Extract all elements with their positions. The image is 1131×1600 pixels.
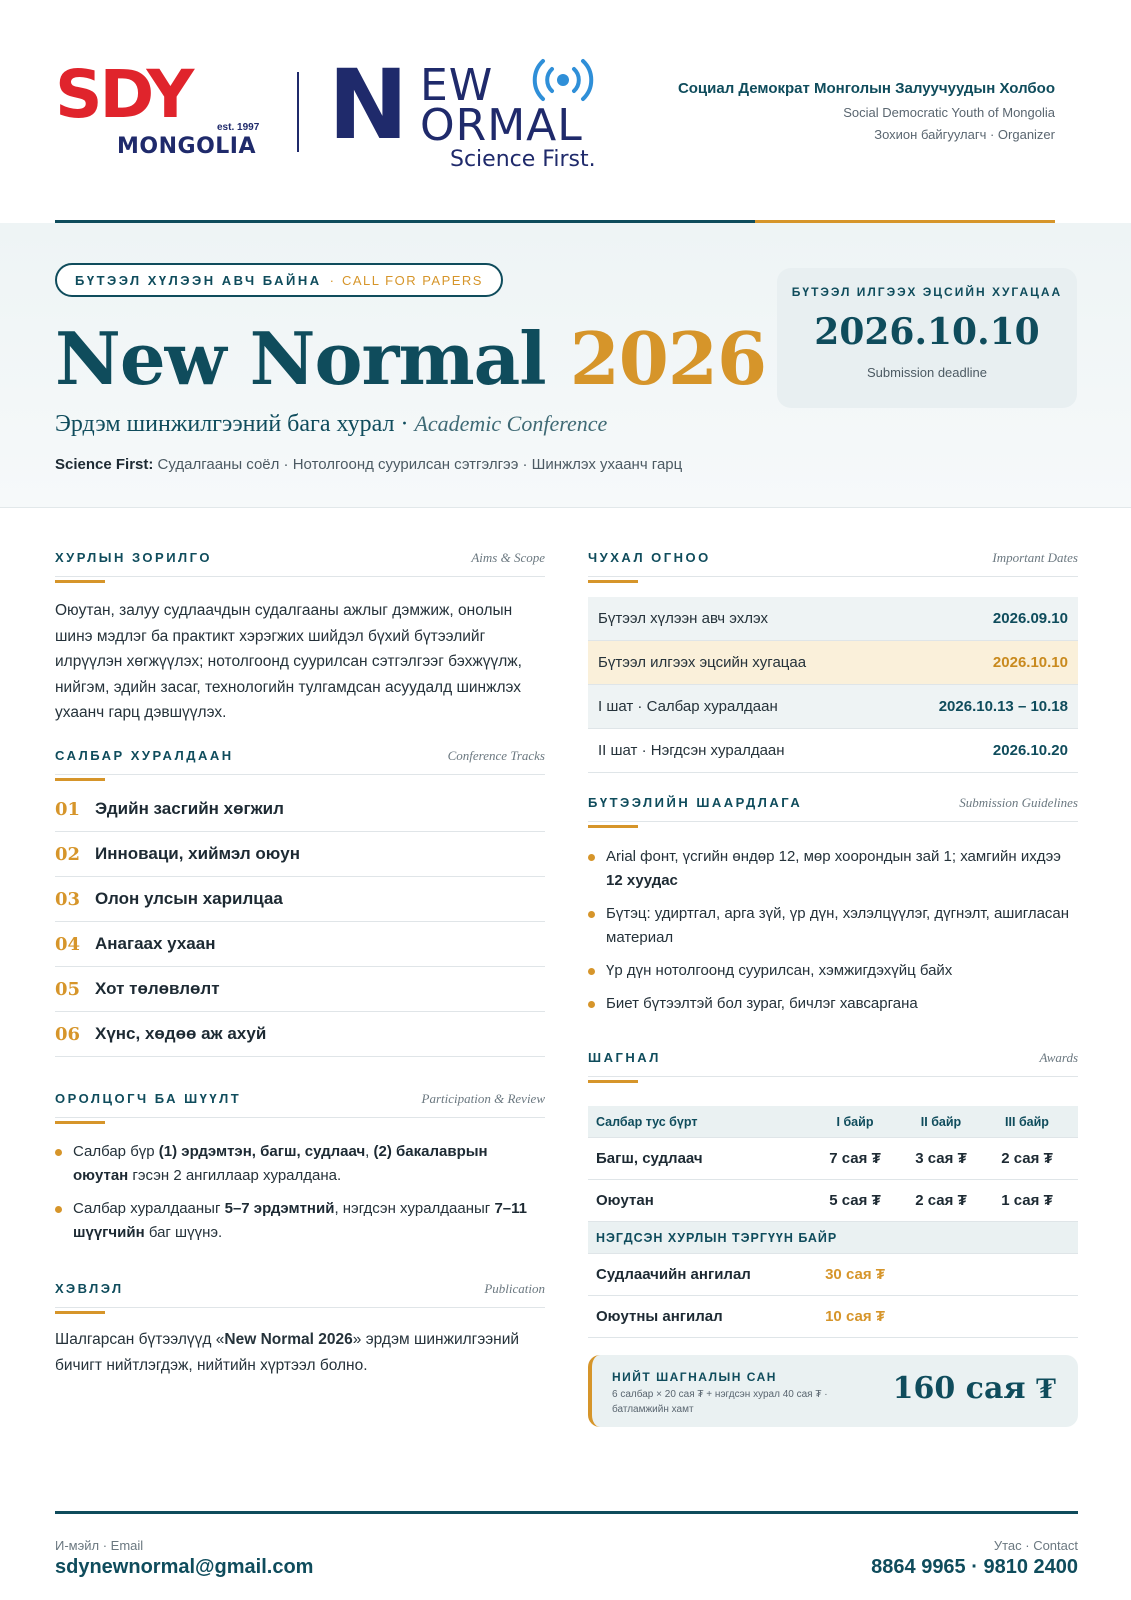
- publication-text-part: Шалгарсан бүтээлүүд «: [55, 1331, 225, 1348]
- date-value: 2026.10.10: [992, 654, 1068, 671]
- page-header: [0, 0, 1131, 225]
- new-normal-logo: [328, 49, 628, 180]
- page-title: [55, 315, 766, 403]
- bullet-text: Бүтэц: удиртгал, арга зүй, үр дүн, хэлэлцүүлэг, дүгнэлт, ашигласан материал: [606, 905, 1070, 946]
- grand-prize-header: НЭГДСЭН ХУРЛЫН ТЭРГҮҮН БАЙР: [588, 1222, 1078, 1254]
- bullet-text: Arial фонт, үсгийн өндөр 12, мөр хоорондын зай 1; хамгийн ихдээ: [606, 848, 1061, 865]
- bullet-text: Салбар хуралдааныг: [73, 1200, 225, 1217]
- date-label: Бүтээл хүлээн авч эхлэх: [598, 610, 768, 627]
- cfp-separator: ·: [329, 272, 334, 288]
- aims-title-en: Aims & Scope: [471, 550, 545, 565]
- track-label: Олон улсын харилцаа: [95, 889, 283, 908]
- subtitle-en: Academic Conference: [414, 411, 608, 436]
- table-row: [588, 1180, 1078, 1222]
- list-item: [588, 959, 1078, 983]
- email-label: И-мэйл · Email: [55, 1538, 144, 1553]
- dates-table: [588, 597, 1078, 773]
- sdy-logo-est: est. 1997: [217, 122, 260, 133]
- aims-title: ХУРЛЫН ЗОРИЛГО: [55, 550, 212, 565]
- date-value: 2026.10.13 – 10.18: [938, 698, 1068, 715]
- publication-section-header: [55, 1281, 545, 1308]
- table-row: [588, 1138, 1078, 1180]
- awards-header-row: [588, 1106, 1078, 1138]
- participation-title: ОРОЛЦОГЧ БА ШҮҮЛТ: [55, 1091, 242, 1106]
- hero-section: [0, 223, 1131, 508]
- track-number: 03: [55, 888, 81, 910]
- nn-logo-ormal: ORMAL: [420, 100, 583, 151]
- call-for-papers-pill: [55, 263, 503, 297]
- track-number: 01: [55, 798, 81, 820]
- publication-emphasis: New Normal 2026: [224, 1331, 353, 1348]
- column-header: Салбар тус бүрт: [596, 1114, 698, 1129]
- publication-title: ХЭВЛЭЛ: [55, 1281, 124, 1296]
- hero-tagline: [55, 456, 682, 473]
- bullet-emphasis: 5–7 эрдэмтний: [224, 1200, 335, 1217]
- date-label: II шат · Нэгдсэн хуралдаан: [598, 742, 785, 759]
- logo-divider: [297, 72, 299, 152]
- table-row: [588, 1296, 1078, 1338]
- date-label: Бүтээл илгээх эцсийн хугацаа: [598, 654, 807, 671]
- list-item: [55, 922, 545, 967]
- award-value: 3 сая ₮: [915, 1150, 967, 1167]
- bullet-emphasis: 12 хуудас: [606, 872, 678, 889]
- list-item: [55, 967, 545, 1012]
- award-category: Багш, судлаач: [596, 1150, 703, 1167]
- organizer-name-mn: Социал Демократ Монголын Залуучуудын Холбоо: [677, 80, 1055, 97]
- bullet-emphasis: (1) эрдэмтэн, багш, судлаач: [158, 1143, 366, 1160]
- list-item: [55, 1012, 545, 1057]
- sdy-mongolia-logo: [55, 56, 270, 165]
- nn-logo-tagline: Science First.: [450, 147, 596, 172]
- footer-rule: [55, 1511, 1078, 1514]
- award-category: Оюутан: [596, 1192, 654, 1209]
- publication-text-part: » эрдэм шинжилгээний бичигт нийтлэгдэж, нийтийн хүртээл болно.: [55, 1331, 520, 1374]
- track-label: Инноваци, хиймэл оюун: [95, 844, 300, 863]
- column-header: I байр: [836, 1114, 874, 1129]
- list-item: [55, 787, 545, 832]
- guidelines-title-en: Submission Guidelines: [959, 795, 1078, 810]
- publication-title-en: Publication: [484, 1281, 545, 1296]
- track-label: Хот төлөвлөлт: [95, 979, 220, 998]
- awards-title-en: Awards: [1039, 1050, 1078, 1065]
- award-value: 5 сая ₮: [829, 1192, 881, 1209]
- tracks-list: [55, 787, 545, 1057]
- deadline-label: БҮТЭЭЛ ИЛГЭЭХ ЭЦСИЙН ХУГАЦАА: [791, 285, 1063, 299]
- awards-table: [588, 1106, 1078, 1338]
- track-label: Эдийн засгийн хөгжил: [95, 799, 284, 818]
- list-item: [55, 1197, 545, 1245]
- fund-label: НИЙТ ШАГНАЛЫН САН: [612, 1370, 777, 1384]
- date-label: I шат · Салбар хуралдаан: [598, 698, 778, 715]
- tagline-text: Судалгааны соёл · Нотолгоонд суурилсан сэтгэлгээ · Шинжлэх ухаанч гарц: [153, 456, 683, 473]
- broadcast-signal-icon: [523, 55, 603, 105]
- bullet-text: Салбар бүр: [73, 1143, 159, 1160]
- table-row-highlight: [588, 641, 1078, 685]
- table-row: [588, 597, 1078, 641]
- list-item: [55, 1140, 545, 1188]
- bullet-text: гэсэн 2 ангиллаар хуралдана.: [128, 1167, 342, 1184]
- dates-title-en: Important Dates: [992, 550, 1078, 565]
- bullet-emphasis: (2) бакалаврын оюутан: [73, 1143, 488, 1184]
- bullet-text: Үр дүн нотолгоонд суурилсан, хэмжигдэхүйц байх: [606, 962, 953, 979]
- subtitle-separator: ·: [394, 411, 415, 437]
- date-value: 2026.09.10: [992, 610, 1068, 627]
- list-item: [588, 992, 1078, 1016]
- list-item: [55, 832, 545, 877]
- bullet-text: ,: [365, 1143, 374, 1160]
- deadline-card: [777, 268, 1077, 408]
- nn-logo-ew: EW: [420, 60, 494, 111]
- participation-title-en: Participation & Review: [421, 1091, 545, 1106]
- publication-text: [55, 1327, 545, 1378]
- award-category: Оюутны ангилал: [596, 1308, 723, 1325]
- prize-fund-card: [588, 1355, 1078, 1427]
- title-main: New Normal: [55, 316, 546, 401]
- subtitle-mn: Эрдэм шинжилгээний бага хурал: [55, 411, 395, 437]
- cfp-label-mn: БҮТЭЭЛ ХҮЛЭЭН АВЧ БАЙНА: [75, 272, 322, 288]
- date-value: 2026.10.20: [992, 742, 1068, 759]
- track-number: 05: [55, 978, 81, 1000]
- aims-text: Оюутан, залуу судлаачдын судалгааны ажлыг дэмжиж, онолын шинэ мэдлэг ба практикт хэрэгжих шийдэл бүхий бүтээлийг илрүүлэн хөгжүүлэх; нотолгоонд суурилсан сэтгэлгээг бэхжүүлж, нийгэм, эдийн засаг, технологийн тулгамдсан асуудалд шинжлэх ухаанч гарц дэвшүүлэх.: [55, 602, 522, 721]
- award-value: 10 сая ₮: [825, 1308, 885, 1325]
- awards-section-header: [588, 1050, 1078, 1077]
- track-label: Хүнс, хөдөө аж ахуй: [95, 1024, 267, 1043]
- bullet-text: , нэгдсэн хуралдааныг: [334, 1200, 495, 1217]
- list-item: [588, 902, 1078, 950]
- fund-value: 160 сая ₮: [892, 1371, 1056, 1406]
- awards-title: ШАГНАЛ: [588, 1050, 661, 1065]
- track-number: 02: [55, 843, 81, 865]
- phone-link[interactable]: 8864 9965 · 9810 2400: [871, 1556, 1078, 1578]
- organizer-name-en: Social Democratic Youth of Mongolia: [843, 105, 1055, 120]
- award-value: 30 сая ₮: [825, 1266, 885, 1283]
- track-number: 04: [55, 933, 81, 955]
- cfp-label-en: CALL FOR PAPERS: [342, 272, 483, 288]
- table-row: [588, 729, 1078, 773]
- bullet-text: Биет бүтээлтэй бол зураг, бичлэг хавсаргана: [606, 995, 918, 1012]
- award-value: 2 сая ₮: [1001, 1150, 1053, 1167]
- track-label: Анагаах ухаан: [95, 934, 216, 953]
- phone-label: Утас · Contact: [993, 1538, 1078, 1553]
- participation-list: [55, 1140, 545, 1254]
- tracks-section-header: [55, 748, 545, 775]
- guidelines-list: [588, 845, 1078, 1025]
- award-value: 1 сая ₮: [1001, 1192, 1053, 1209]
- guidelines-title: БҮТЭЭЛИЙН ШААРДЛАГА: [588, 795, 803, 810]
- list-item: [55, 877, 545, 922]
- award-category: Судлаачийн ангилал: [596, 1266, 751, 1283]
- fund-note: 6 салбар × 20 сая ₮ + нэгдсэн хурал 40 сая ₮ · батламжийн хамт: [612, 1389, 828, 1415]
- tagline-lead: Science First:: [55, 456, 154, 473]
- table-row: [588, 685, 1078, 729]
- bullet-emphasis: 7–11 шүүгчийн: [73, 1200, 527, 1241]
- track-number: 06: [55, 1023, 81, 1045]
- guidelines-section-header: [588, 795, 1078, 822]
- dates-section-header: [588, 550, 1078, 577]
- dates-title: ЧУХАЛ ОГНОО: [588, 550, 711, 565]
- nn-logo-n: N: [328, 49, 409, 161]
- tracks-title-en: Conference Tracks: [447, 748, 545, 763]
- tracks-title: САЛБАР ХУРАЛДААН: [55, 748, 234, 763]
- sdy-logo-country: MONGOLIA: [117, 134, 256, 159]
- award-value: 7 сая ₮: [829, 1150, 881, 1167]
- organizer-block: [678, 80, 1055, 142]
- list-item: [588, 845, 1078, 893]
- sdy-logo-text: SDY: [55, 56, 192, 133]
- title-year: 2026: [569, 316, 767, 401]
- aims-section-header: [55, 550, 545, 577]
- column-header: II байр: [920, 1114, 962, 1129]
- table-row: [588, 1254, 1078, 1296]
- award-value: 2 сая ₮: [915, 1192, 967, 1209]
- deadline-date: 2026.10.10: [814, 311, 1040, 353]
- participation-section-header: [55, 1091, 545, 1118]
- column-header: III байр: [1005, 1114, 1049, 1129]
- email-link[interactable]: sdynewnormal@gmail.com: [55, 1556, 314, 1578]
- deadline-label-en: Submission deadline: [867, 365, 987, 380]
- bullet-text: баг шүүнэ.: [144, 1224, 223, 1241]
- page-subtitle: [55, 411, 607, 438]
- organizer-role: Зохион байгуулагч · Organizer: [874, 127, 1055, 142]
